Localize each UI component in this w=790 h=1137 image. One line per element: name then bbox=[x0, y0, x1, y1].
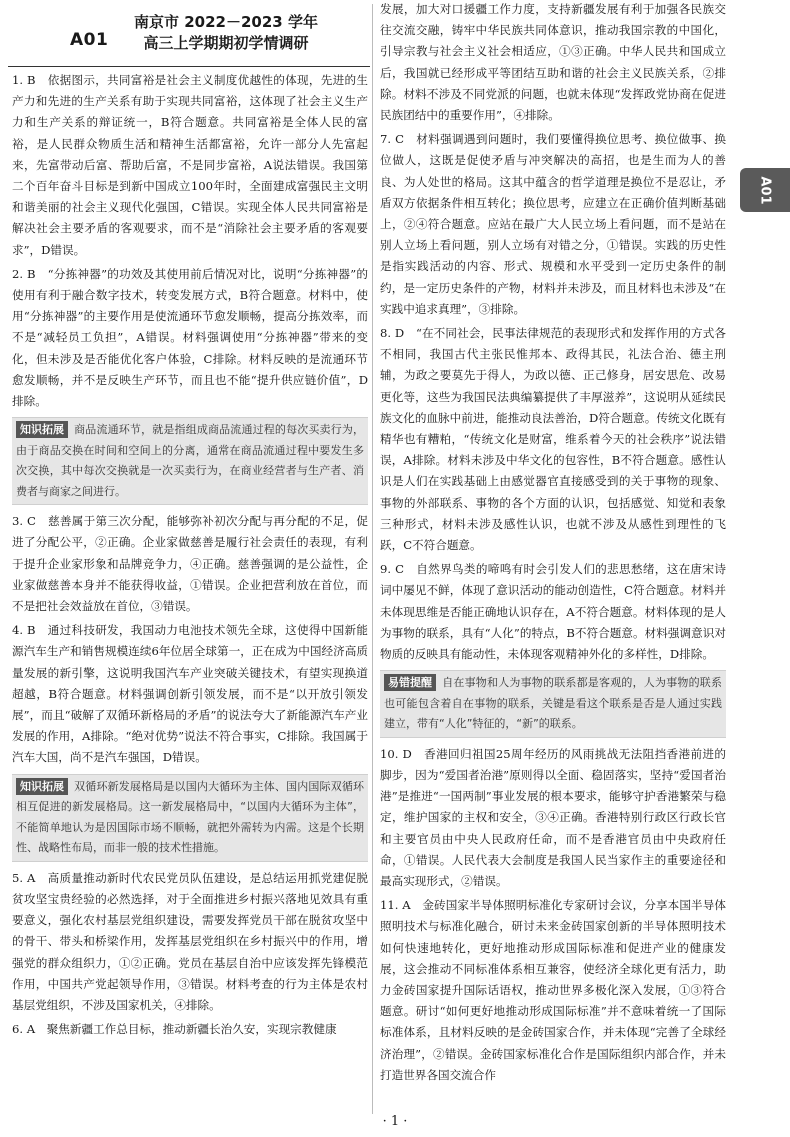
answer-item-7: 7. C 材料强调遇到问题时，我们要懂得换位思考、换位做事、换位做人，这既是促使矛盾与冲突解决的高招，也是生而为人的善良、为人处世的格局。这其中蕴含的哲学道理是换位不是忍让，矛盾双方依据条件相互转化；换位思考，应建立在正确价值判断基础上，②④符合题意。应站在最广大人民立场上看问题，而不是站在别人立场上看问题，别人立场有对错之分，①错误。实践的历史性是指实践活动的内容、形式、规模和水平受到一定历史条件的制约，是一定历史条件的产物，材料并未涉及，而且材料也未涉及“在实践中追求真理”，③排除。 bbox=[380, 132, 726, 316]
title-line-1: 南京市 2022－2023 学年 bbox=[134, 13, 318, 31]
answer-item-6-continued: 发展，加大对口援疆工作力度，支持新疆发展有利于加强各民族交往交流交融，铸牢中华民族共同体意识，推动我国宗教的中国化，引导宗教与社会主义社会相适应，①③正确。中华人民共和国成立后，我国就已经形成平等团结互助和谐的社会主义民族关系，②排除。材料不涉及不同党派的问题，也就未体现“发挥政党协商在促进民族团结中的重要作用”，④排除。 bbox=[380, 2, 726, 123]
answer-item-4: 4. B 通过科技研发，我国动力电池技术领先全球，这使得中国新能源汽车生产和销售规模连续6年位居全球第一，正在成为中国经济高质量发展的新引擎，这说明我国汽车产业突破关键技术，有望实现换道超越，B符合题意。材料强调创新引领发展，而不是“以开放引领发展”，而且“破解了双循环新格局的矛盾”的说法夸大了新能源汽车产业发展的作用，A排除。“绝对优势”说法不符合事实，C排除。我国属于汽车大国，尚不是汽车强国，D错误。 bbox=[12, 623, 368, 765]
knowledge-box-2 bbox=[12, 774, 368, 862]
answer-item-1: 1. B 依据图示，共同富裕是社会主义制度优越性的体现，先进的生产力和先进的生产关系有助于实现共同富裕，这体现了社会主义生产力和生产关系的辩证统一，B符合题意。共同富裕是全体人民的富裕，是人民群众物质生活和精神生活都富裕，允许一部分人先富起来，先富带动后富、帮助后富，不是同步富裕，A说法错误。我国第二个百年奋斗目标是到新中国成立100年时，全面建成富强民主文明和谐美丽的社会主义现代化强国，C错误。实现全体人民共同富裕是解决社会主要矛盾的客观要求，而不是“消除社会主要矛盾的客观要求”，D错误。 bbox=[12, 73, 368, 257]
page-number: · 1 · bbox=[382, 1114, 408, 1129]
paper-code: A01 bbox=[70, 30, 109, 50]
left-column bbox=[12, 70, 368, 1043]
column-separator bbox=[372, 4, 373, 1114]
answer-item-3: 3. C 慈善属于第三次分配，能够弥补初次分配与再分配的不足，促进了分配公平，②正确。企业家做慈善是履行社会责任的表现，有利于提升企业家形象和品牌竞争力，④正确。慈善强调的是公益性，企业家做慈善本身并不能获得收益，①错误。企业把营利放在首位，而不是把社会效益放在首位，③错误。 bbox=[12, 514, 368, 614]
answer-item-10: 10. D 香港回归祖国25周年经历的风雨挑战无法阻挡香港前进的脚步，因为“爱国者治港”原则得以全面、稳固落实，坚持“爱国者治港”是推进“一国两制”事业发展的根本要求，能够守护香港繁荣与稳定，维护国家的主权和安全，③④正确。香港特别行政区行政长官和主要官员由中央人民政府任命，而不是香港官员由中央政府任命，①错误。人民代表大会制度是我国人民当家作主的重要途径和最高实现形式，②错误。 bbox=[380, 746, 726, 889]
box-text: 商品流通环节，就是指组成商品流通过程的每次买卖行为，由于商品交换在时间和空间上的分离，通常在商品流通过程中要发生多次交换，其中每次交换就是一次买卖行为，在商业经营者与生产者、消费者与商家之间进行。 bbox=[16, 423, 364, 498]
answer-item-5: 5. A 高质量推动新时代农民党员队伍建设，是总结运用抓党建促脱贫攻坚宝贵经验的必然选择，对于全面推进乡村振兴落地见效具有重要意义，强化农村基层党组织建设，需要发挥党员干部在脱贫攻坚中的骨干、带头和桥梁作用，发挥基层党组织在乡村振兴中的作用，增强党的群众组织力，①②正确。党员在基层自治中应该发挥先锋模范作用，中国共产党起领导作用，③错误。材料考查的行为主体是农村基层党组织，不涉及国家机关，④排除。 bbox=[12, 870, 368, 1012]
knowledge-box-1 bbox=[12, 417, 368, 505]
box-tag: 知识拓展 bbox=[16, 778, 68, 795]
box-tag: 知识拓展 bbox=[16, 421, 68, 438]
answer-item-2: 2. B “分拣神器”的功效及其使用前后情况对比，说明“分拣神器”的使用有利于融合数字技术，转变发展方式，B符合题意。材料中，使用“分拣神器”的主要作用是使流通环节愈发顺畅，提高分拣效率，而不是“减轻员工负担”，A错误。材料强调使用“分拣神器”带来的变化，但未涉及是否能优化客户体验，C排除。材料反映的是流通环节愈发顺畅，并不是反映生产环节，而且也不能“提升供应链价值”，D排除。 bbox=[12, 266, 368, 409]
error-tip-box bbox=[380, 670, 726, 738]
page-title bbox=[126, 12, 326, 54]
answer-item-8: 8. D “在不同社会，民事法律规范的表现形式和发挥作用的方式各不相同，我国古代主张民惟邦本、政得其民，礼法合治、德主刑辅，为政之要莫先于得人，为政以德、正己修身，居安思危、改易更化等，这些为我国民法典编纂提供了丰厚滋养”，这说明从延续民族文化的血脉中前进，能推动良法善治，D符合题意。传统文化既有精华也有糟粕，“传统文化是财富，维系着今天的社会秩序”说法错误，A排除。材料未涉及中华文化的包容性，B不符合题意。感性认识是人们在实践基础上由感觉器官直接感受到的关于事物的现象、事物的外部联系、事物的各个方面的认识，包括感觉、知觉和表象三种形式，材料未涉及感性认识，也就不涉及从感性到理性的飞跃，C不符合题意。 bbox=[380, 326, 726, 553]
title-line-2: 高三上学期期初学情调研 bbox=[143, 34, 309, 52]
box-tag: 易错提醒 bbox=[384, 674, 436, 691]
right-column bbox=[380, 0, 726, 1089]
box-text: 自在事物和人为事物的联系都是客观的，人为事物的联系也可能包含着自在事物的联系，关键是看这个联系是否是人通过实践建立，带有“人化”特征的，“新”的联系。 bbox=[384, 676, 722, 731]
header-divider bbox=[8, 66, 370, 67]
document-header bbox=[8, 6, 378, 64]
box-text: 双循环新发展格局是以国内大循环为主体、国内国际双循环相互促进的新发展格局。这一新发展格局中，“以国内大循环为主体”，不能简单地认为是因国际市场不顺畅，就把外需转为内需。这是个长期性、战略性布局，而非一般的技术性措施。 bbox=[16, 779, 364, 855]
answer-item-9: 9. C 自然界鸟类的啼鸣有时会引发人们的悲思愁绪，这在唐宋诗词中屡见不鲜，体现了意识活动的能动创造性，C符合题意。材料并未体现思维是否能正确地认识存在，A不符合题意。材料体现的是人为事物的联系，具有“人化”的特点，B不符合题意。材料强调意识对物质的反映具有能动性，未体现客观精神外化的多样性，D排除。 bbox=[380, 562, 726, 662]
answer-item-6-start: 6. A 聚焦新疆工作总目标，推动新疆长治久安，实现宗教健康 bbox=[12, 1022, 337, 1037]
answer-item-11: 11. A 金砖国家半导体照明标准化专家研讨会议，分享本国半导体照明技术与标准化融合，研讨未来金砖国家创新的半导体照明技术如何快速地转化，更好地推动形成国际标准和促进产业的健康发展，这会推动不同标准体系相互兼容，使经济全球化更有活力，助力金砖国家提升国际话语权，推动世界多极化深入发展，①③符合题意。研讨“如何更好地推动形成国际标准”并不意味着统一了国际标准体系，且材料反映的是金砖国家合作，并未体现“完善了全球经济治理”，②错误。金砖国家标准化合作是国际组织内部合作，并未打造世界各国交流合作 bbox=[380, 898, 726, 1082]
side-tab: A01 bbox=[740, 168, 790, 212]
